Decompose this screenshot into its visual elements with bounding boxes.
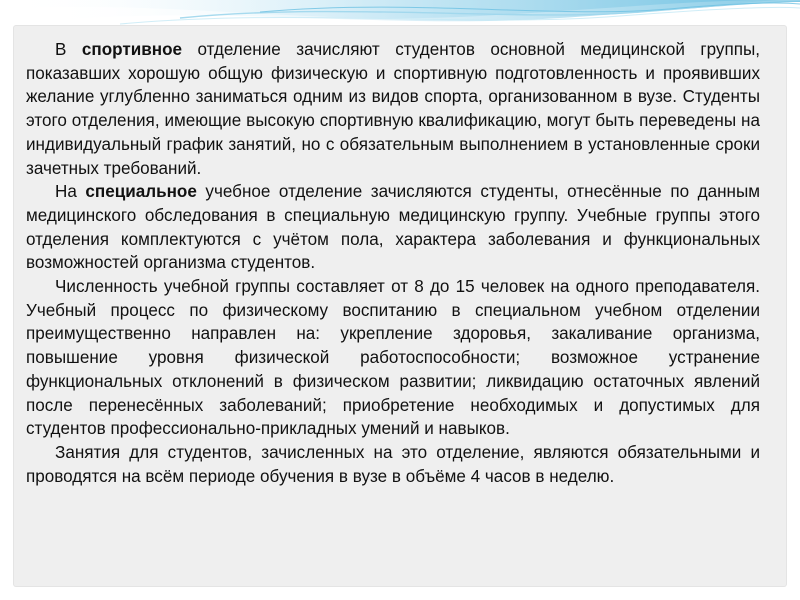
term-sports: спортивное xyxy=(81,40,183,59)
term-special: специальное xyxy=(85,182,197,202)
paragraph-1-rest: отделение зачисляют студентов основной медицинской группы, показавших хорошую общую физическую и спортивную подготовленность и проявивших желание углубленно заниматься одним из видов спорта, организованном в вузе. Студенты этого отделения, имеющие высокую спортивную квалификацию, могут быть переведены на индивидуальный график занятий, но с обязательным выполнением в установленные сроки зачетных требований. xyxy=(26,40,760,178)
paragraph-sports-department xyxy=(26,38,760,180)
paragraph-group-size: Численность учебной группы составляет от 8 до 15 человек на одного преподавателя. Учебный процесс по физическому воспитанию в специальном учебном отделении преимущественно направлен на: укрепление здоровья, закаливание организма, повышение уровня физической работоспособности; возможное устранение функциональных отклонений в физическом развитии; ликвидацию остаточных явлений после перенесённых заболеваний; приобретение необходимых и допустимых для студентов профессионально-прикладных умений и навыков. xyxy=(26,277,760,439)
paragraph-1-lead: В xyxy=(55,40,82,59)
paragraph-2-rest: учебное отделение зачисляются студенты, отнесённые по данным медицинского обследования в специальную медицинскую группу. Учебные группы этого отделения комплектуются с учётом пола, характера заболевания и функциональных возможностей организма студентов. xyxy=(26,182,760,273)
paragraph-attendance: Занятия для студентов, зачисленных на это отделение, являются обязательными и проводятся на всём периоде обучения в вузе в объёме 4 часов в неделю. xyxy=(26,442,760,486)
body-text xyxy=(26,38,760,488)
paragraph-2-lead: На xyxy=(55,182,86,202)
paragraph-special-department xyxy=(26,180,760,275)
